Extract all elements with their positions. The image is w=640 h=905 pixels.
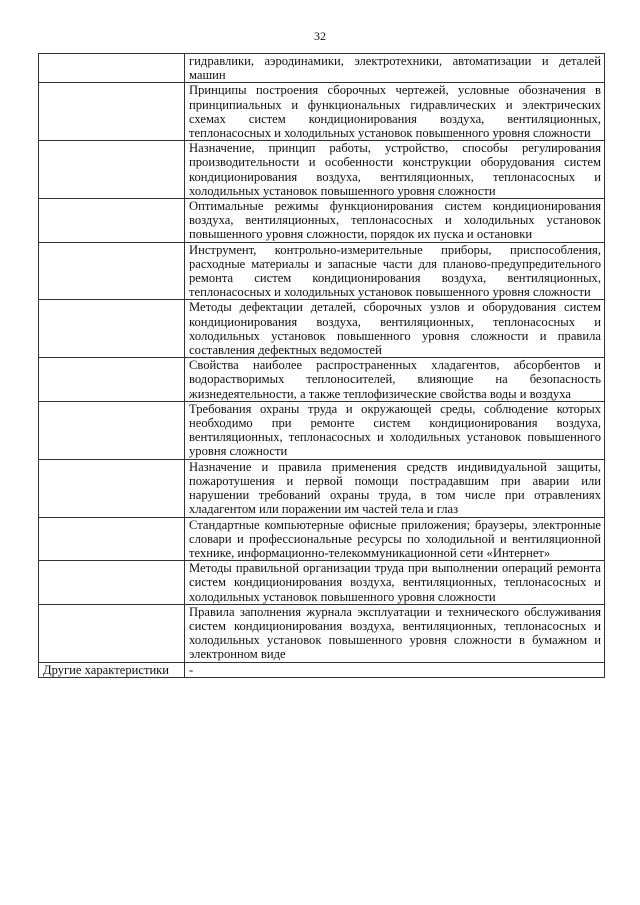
knowledge-cell: гидравлики, аэродинамики, электротехники, автоматизации и деталей машин	[185, 54, 605, 83]
empty-label-cell	[39, 199, 185, 243]
knowledge-cell: Правила заполнения журнала эксплуатации и технического обслуживания систем кондиционирования воздуха, вентиляционных, теплонасосных и холодильных установок повышенного уровня сложности в бумажном и электронном виде	[185, 604, 605, 662]
table-row	[39, 83, 605, 141]
table-row	[39, 242, 605, 300]
other-characteristics-value: -	[185, 662, 605, 677]
table-row	[39, 459, 605, 517]
empty-label-cell	[39, 54, 185, 83]
table-row	[39, 561, 605, 605]
empty-label-cell	[39, 604, 185, 662]
knowledge-cell: Требования охраны труда и окружающей среды, соблюдение которых необходимо при ремонте систем кондиционирования воздуха, вентиляционных, теплонасосных и холодильных установок повышенного уровня сложности	[185, 401, 605, 459]
empty-label-cell	[39, 141, 185, 199]
knowledge-cell: Методы правильной организации труда при выполнении операций ремонта систем кондиционирования воздуха, вентиляционных, теплонасосных и холодильных установок повышенного уровня сложности	[185, 561, 605, 605]
knowledge-cell: Назначение и правила применения средств индивидуальной защиты, пожаротушения и первой помощи пострадавшим при аварии или нарушении требований охраны труда, в том числе при отравлениях хладагентом или поражении им частей тела и глаз	[185, 459, 605, 517]
table-row	[39, 517, 605, 561]
empty-label-cell	[39, 242, 185, 300]
knowledge-cell: Принципы построения сборочных чертежей, условные обозначения в принципиальных и функциональных гидравлических и электрических схемах систем кондиционирования воздуха, вентиляционных, теплонасосных и холодильных установок повышенного уровня сложности	[185, 83, 605, 141]
table-row	[39, 401, 605, 459]
other-characteristics-row	[39, 662, 605, 677]
empty-label-cell	[39, 561, 185, 605]
knowledge-cell: Оптимальные режимы функционирования систем кондиционирования воздуха, вентиляционных, теплонасосных и холодильных установок повышенного уровня сложности, порядок их пуска и остановки	[185, 199, 605, 243]
empty-label-cell	[39, 83, 185, 141]
empty-label-cell	[39, 300, 185, 358]
table-row	[39, 604, 605, 662]
empty-label-cell	[39, 358, 185, 402]
knowledge-table	[38, 53, 605, 678]
table-row	[39, 300, 605, 358]
other-characteristics-label: Другие характеристики	[39, 662, 185, 677]
knowledge-cell: Методы дефектации деталей, сборочных узлов и оборудования систем кондиционирования воздуха, вентиляционных, теплонасосных и холодильных установок повышенного уровня сложности и правила составления дефектных ведомостей	[185, 300, 605, 358]
table-row	[39, 54, 605, 83]
page-number: 32	[314, 29, 326, 43]
knowledge-cell: Инструмент, контрольно-измерительные приборы, приспособления, расходные материалы и запасные части для планово-предупредительного ремонта систем кондиционирования воздуха, вентиляционных, теплонасосных и холодильных установок повышенного уровня сложности	[185, 242, 605, 300]
empty-label-cell	[39, 401, 185, 459]
knowledge-cell: Стандартные компьютерные офисные приложения; браузеры, электронные словари и профессиональные ресурсы по холодильной и вентиляционной технике, информационно-телекоммуникационной сети «Интернет»	[185, 517, 605, 561]
empty-label-cell	[39, 459, 185, 517]
knowledge-cell: Назначение, принцип работы, устройство, способы регулирования производительности и особенности конструкции оборудования систем кондиционирования воздуха, вентиляционных, теплонасосных и холодильных установок повышенного уровня сложности	[185, 141, 605, 199]
table-row	[39, 141, 605, 199]
knowledge-cell: Свойства наиболее распространенных хладагентов, абсорбентов и водорастворимых теплоносителей, влияющие на безопасность жизнедеятельности, а также теплофизические свойства воды и воздуха	[185, 358, 605, 402]
empty-label-cell	[39, 517, 185, 561]
table-row	[39, 358, 605, 402]
table-row	[39, 199, 605, 243]
